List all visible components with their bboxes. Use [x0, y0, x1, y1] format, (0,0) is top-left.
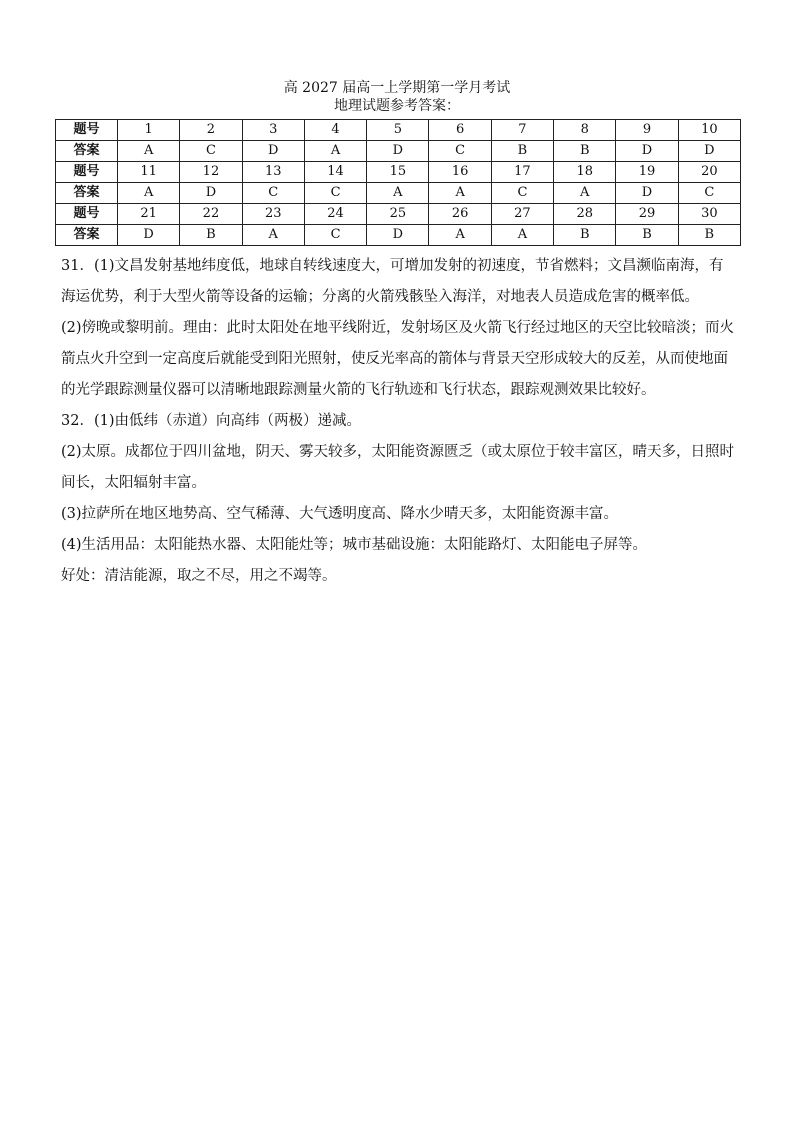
table-cell: A	[491, 225, 553, 246]
answer-32-part-4: (4)生活用品：太阳能热水器、太阳能灶等；城市基础设施：太阳能路灯、太阳能电子屏等。	[61, 537, 648, 553]
row-label: 答案	[56, 225, 118, 246]
table-cell: C	[180, 141, 242, 162]
table-cell: C	[678, 183, 740, 204]
table-cell: 29	[616, 204, 678, 225]
table-cell: A	[304, 141, 366, 162]
table-cell: 15	[367, 162, 429, 183]
table-cell: 22	[180, 204, 242, 225]
table-cell: D	[242, 141, 304, 162]
answers-text	[61, 251, 737, 592]
answer-32-part-1: 32．(1)由低纬（赤道）向高纬（两极）递减。	[61, 413, 361, 429]
answer-31-part-1: 31．(1)文昌发射基地纬度低，地球自转线速度大，可增加发射的初速度，节省燃料；文昌濒临南海，有海运优势，利于大型火箭等设备的运输；分离的火箭残骸坠入海洋，对地表人员造成危害的概率低。	[61, 258, 724, 305]
table-row	[56, 120, 741, 141]
table-cell: 11	[118, 162, 180, 183]
row-label: 题号	[56, 162, 118, 183]
row-label: 答案	[56, 183, 118, 204]
table-cell: 25	[367, 204, 429, 225]
table-cell: 23	[242, 204, 304, 225]
table-cell: C	[242, 183, 304, 204]
table-cell: B	[554, 225, 616, 246]
table-row	[56, 162, 741, 183]
table-cell: D	[616, 141, 678, 162]
table-cell: B	[491, 141, 553, 162]
table-cell: B	[678, 225, 740, 246]
table-cell: 2	[180, 120, 242, 141]
table-cell: 19	[616, 162, 678, 183]
title-block	[0, 79, 794, 115]
answer-32-part-3: (3)拉萨所在地区地势高、空气稀薄、大气透明度高、降水少晴天多，太阳能资源丰富。	[61, 506, 619, 522]
table-cell: D	[616, 183, 678, 204]
page-subtitle: 地理试题参考答案：	[334, 98, 460, 114]
table-row	[56, 141, 741, 162]
table-cell: 5	[367, 120, 429, 141]
table-cell: 1	[118, 120, 180, 141]
table-cell: A	[429, 183, 491, 204]
table-cell: 18	[554, 162, 616, 183]
table-cell: B	[554, 141, 616, 162]
answer-32-part-2: (2)太原。成都位于四川盆地，阴天、雾天较多，太阳能资源匮乏（或太原位于较丰富区，晴天多，日照时间长，太阳辐射丰富。	[61, 444, 735, 491]
table-cell: A	[118, 141, 180, 162]
table-cell: 26	[429, 204, 491, 225]
table-cell: A	[554, 183, 616, 204]
table-cell: 4	[304, 120, 366, 141]
answer-table-body	[56, 120, 741, 246]
table-cell: B	[180, 225, 242, 246]
table-cell: 6	[429, 120, 491, 141]
page-title: 高 2027 届高一上学期第一学月考试	[283, 80, 511, 96]
answer-32-benefits: 好处：清洁能源，取之不尽，用之不竭等。	[61, 568, 337, 584]
table-cell: D	[367, 225, 429, 246]
table-cell: B	[616, 225, 678, 246]
table-cell: 14	[304, 162, 366, 183]
row-label: 题号	[56, 120, 118, 141]
table-cell: 20	[678, 162, 740, 183]
table-cell: 24	[304, 204, 366, 225]
table-cell: 8	[554, 120, 616, 141]
table-cell: C	[304, 183, 366, 204]
table-cell: 9	[616, 120, 678, 141]
table-cell: 3	[242, 120, 304, 141]
row-label: 题号	[56, 204, 118, 225]
table-cell: 17	[491, 162, 553, 183]
table-cell: A	[118, 183, 180, 204]
table-cell: 27	[491, 204, 553, 225]
table-cell: C	[429, 141, 491, 162]
table-cell: 13	[242, 162, 304, 183]
table-row	[56, 225, 741, 246]
table-row	[56, 183, 741, 204]
table-cell: C	[491, 183, 553, 204]
answer-table	[55, 119, 741, 246]
table-cell: 21	[118, 204, 180, 225]
table-cell: 16	[429, 162, 491, 183]
table-cell: A	[429, 225, 491, 246]
table-cell: A	[367, 183, 429, 204]
table-cell: 12	[180, 162, 242, 183]
table-cell: D	[180, 183, 242, 204]
table-cell: D	[678, 141, 740, 162]
table-cell: D	[118, 225, 180, 246]
answer-31-part-2: (2)傍晚或黎明前。理由：此时太阳处在地平线附近，发射场区及火箭飞行经过地区的天空比较暗淡；而火箭点火升空到一定高度后就能受到阳光照射，使反光率高的箭体与背景天空形成较大的反差，从而使地面的光学跟踪测量仪器可以清晰地跟踪测量火箭的飞行轨迹和飞行状态，跟踪观测效果比较好。	[61, 320, 735, 398]
table-cell: 7	[491, 120, 553, 141]
row-label: 答案	[56, 141, 118, 162]
table-cell: C	[304, 225, 366, 246]
table-cell: A	[242, 225, 304, 246]
table-cell: D	[367, 141, 429, 162]
table-cell: 10	[678, 120, 740, 141]
table-cell: 30	[678, 204, 740, 225]
table-cell: 28	[554, 204, 616, 225]
table-row	[56, 204, 741, 225]
